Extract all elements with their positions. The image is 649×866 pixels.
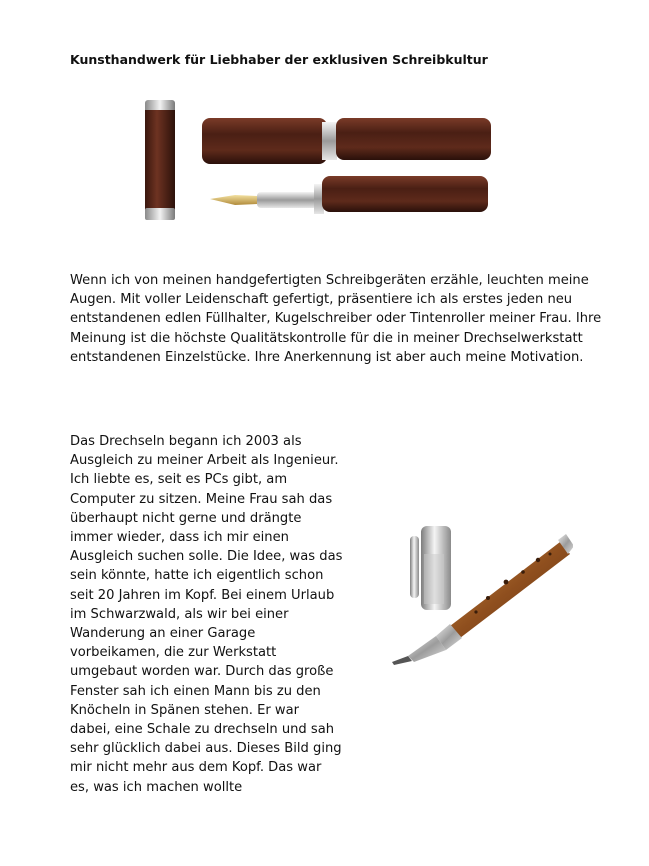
fountain-pen-image	[140, 92, 495, 227]
paragraph-line: Augen. Mit voller Leidenschaft gefertigt, präsentiere ich als erstes jeden neu	[70, 292, 573, 308]
page-title: Kunsthandwerk für Liebhaber der exklusiven Schreibkultur	[70, 52, 488, 67]
paragraph-line: es, was ich machen wollte	[70, 779, 243, 795]
paragraph-line: Fenster sah ich einen Mann bis zu den	[70, 683, 321, 699]
paragraph-line: vorbeikamen, die zur Werkstatt	[70, 645, 277, 661]
paragraph-line: immer wieder, dass ich mir einen	[70, 530, 289, 546]
paragraph-line: im Schwarzwald, als wir bei einer	[70, 606, 289, 622]
paragraph-line: Wanderung an einer Garage	[70, 626, 256, 642]
paragraph-line: seit 20 Jahren im Kopf. Bei einem Urlaub	[70, 587, 335, 603]
paragraph-line: entstandenen Einzelstücke. Ihre Anerkennung ist aber auch meine Motivation.	[70, 349, 584, 365]
paragraph-line: Wenn ich von meinen handgefertigten Schreibgeräten erzähle, leuchten meine	[70, 273, 589, 288]
rollerball-pen-image	[388, 520, 573, 665]
paragraph-line: Computer zu sitzen. Meine Frau sah das	[70, 491, 333, 507]
paragraph-line: überhaupt nicht gerne und drängte	[70, 510, 302, 526]
paragraph-line: Ich liebte es, seit es PCs gibt, am	[70, 472, 288, 488]
paragraph-line: sein könnte, hatte ich eigentlich schon	[70, 568, 324, 584]
paragraph-line: Ausgleich zu meiner Arbeit als Ingenieur.	[70, 453, 339, 469]
intro-paragraph	[70, 271, 602, 367]
paragraph-line: dabei, eine Schale zu drechseln und sah	[70, 722, 335, 738]
paragraph-line: Das Drechseln begann ich 2003 als	[70, 434, 302, 449]
paragraph-line: Ausgleich suchen solle. Die Idee, was das	[70, 549, 343, 565]
paragraph-line: Knöcheln in Spänen stehen. Er war	[70, 702, 300, 718]
paragraph-line: Meinung ist die höchste Qualitätskontrolle für die in meiner Drechselwerkstatt	[70, 330, 583, 346]
paragraph-line: entstandenen edlen Füllhalter, Kugelschreiber oder Tintenroller meiner Frau. Ihre	[70, 311, 602, 327]
paragraph-line: mir nicht mehr aus dem Kopf. Das war	[70, 760, 322, 776]
paragraph-line: sehr glücklich dabei aus. Dieses Bild ging	[70, 741, 342, 757]
story-paragraph	[70, 432, 343, 797]
paragraph-line: umgebaut worden war. Durch das große	[70, 664, 334, 680]
